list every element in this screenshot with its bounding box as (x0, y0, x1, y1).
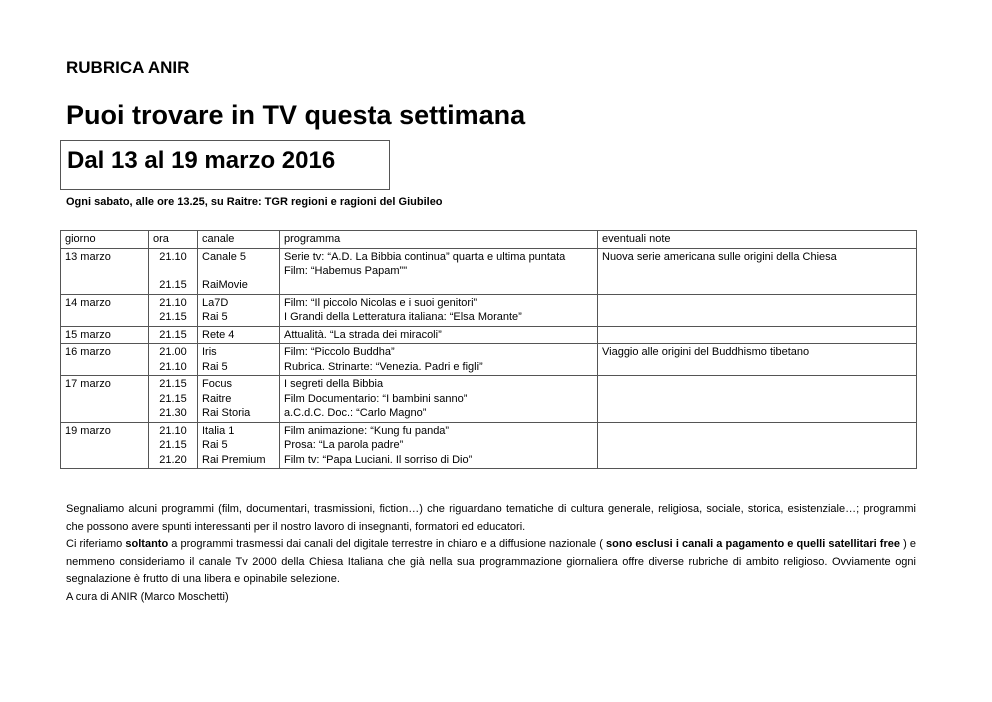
cell-line: Film Documentario: “I bambini sanno” (284, 392, 468, 405)
cell-canale (198, 326, 280, 344)
cell-ora (149, 344, 198, 376)
cell-line (602, 328, 912, 342)
cell-line: Prosa: “La parola padre” (284, 439, 404, 451)
footer-credit: A cura di ANIR (Marco Moschetti) (66, 590, 229, 603)
cell-line: Film animazione: “Kung fu panda” (284, 424, 450, 437)
cell-line: 21.15 (159, 328, 187, 341)
cell-note (598, 422, 917, 469)
table-row (61, 294, 917, 326)
cell-programma (280, 376, 598, 423)
cell-line: I Grandi della Letteratura italiana: “Elsa Morante” (284, 311, 522, 323)
cell-line: Rai Storia (202, 407, 251, 419)
cell-line: Focus (202, 378, 232, 390)
footer-text-span: a programmi trasmessi dai canali del digitale terrestre in chiaro e a diffusione nazionale ( (168, 538, 607, 550)
cell-line: 21.10 (159, 424, 187, 437)
cell-line: 13 marzo (65, 250, 111, 263)
header-giorno: giorno (61, 231, 149, 249)
cell-programma (280, 326, 598, 344)
cell-giorno (61, 326, 149, 344)
cell-line: 21.00 (159, 346, 187, 358)
cell-ora (149, 248, 198, 294)
cell-ora (149, 294, 198, 326)
cell-programma (280, 344, 598, 376)
table-row (61, 376, 917, 423)
cell-line: RaiMovie (202, 279, 248, 291)
cell-note (598, 326, 917, 344)
cell-canale (198, 422, 280, 469)
cell-programma (280, 294, 598, 326)
schedule-table (60, 230, 917, 469)
cell-line: Film: “Piccolo Buddha” (284, 346, 395, 358)
cell-note (598, 344, 917, 376)
cell-line: Nuova serie americana sulle origini della Chiesa (602, 250, 837, 263)
cell-line: a.C.d.C. Doc.: “Carlo Magno” (284, 407, 427, 419)
section-label: RUBRICA ANIR (66, 58, 190, 77)
cell-line: Attualità. “La strada dei miracoli” (284, 328, 442, 341)
cell-line: 15 marzo (65, 328, 111, 341)
cell-ora (149, 326, 198, 344)
footer-bold-span: soltanto (125, 538, 169, 550)
table-row (61, 422, 917, 469)
cell-line: Rai 5 (202, 360, 228, 373)
cell-canale (198, 248, 280, 294)
cell-line: 17 marzo (65, 378, 111, 390)
cell-line: 19 marzo (65, 424, 111, 437)
cell-line: Iris (202, 346, 217, 358)
cell-giorno (61, 422, 149, 469)
cell-canale (198, 344, 280, 376)
cell-line: 21.15 (159, 439, 187, 451)
cell-line: Viaggio alle origini del Buddhismo tibetano (602, 346, 810, 358)
page-title: Puoi trovare in TV questa settimana (66, 100, 526, 130)
footer-text-span: Ci riferiamo (66, 538, 126, 550)
cell-line (602, 377, 912, 391)
header-canale: canale (198, 231, 280, 249)
footer-paragraph-1: Segnaliamo alcuni programmi (film, documentari, trasmissioni, fiction…) che riguardano tematiche di cultura generale, religiosa, sociale, storica, esistenziale…; programmi che possono avere spunti interessanti per il nostro lavoro di insegnanti, formatori ed educatori. (66, 503, 916, 533)
cell-line: 21.15 (159, 311, 187, 323)
cell-line: Rubrica. Strinarte: “Venezia. Padri e figli” (284, 360, 483, 373)
weekly-note: Ogni sabato, alle ore 13.25, su Raitre: TGR regioni e ragioni del Giubileo (66, 196, 443, 208)
cell-line: Italia 1 (202, 424, 235, 437)
date-range-box (60, 140, 390, 190)
cell-line: Film tv: “Papa Luciani. Il sorriso di Dio” (284, 453, 473, 466)
footer-paragraph-2 (66, 536, 916, 589)
cell-programma (280, 422, 598, 469)
cell-line: Rai 5 (202, 311, 228, 323)
cell-line: 21.10 (159, 296, 187, 309)
cell-line: 21.15 (159, 279, 187, 291)
footer-bold-span: sono esclusi i canali a pagamento e quelli satellitari free (606, 538, 900, 550)
cell-line: La7D (202, 296, 229, 309)
date-range: Dal 13 al 19 marzo 2016 (67, 147, 336, 174)
cell-line: Rai Premium (202, 453, 266, 466)
cell-line (602, 424, 912, 438)
cell-line: 21.15 (159, 392, 187, 405)
cell-line: 21.30 (159, 407, 187, 419)
header-note: eventuali note (598, 231, 917, 249)
cell-canale (198, 294, 280, 326)
table-row (61, 248, 917, 294)
cell-line: 14 marzo (65, 296, 111, 309)
table-header-row (61, 231, 917, 249)
cell-giorno (61, 376, 149, 423)
cell-programma (280, 248, 598, 294)
cell-canale (198, 376, 280, 423)
cell-line (153, 264, 193, 278)
cell-line: Film: “Il piccolo Nicolas e i suoi genitori” (284, 296, 478, 309)
cell-ora (149, 422, 198, 469)
cell-line: Canale 5 (202, 250, 247, 263)
cell-line: Rete 4 (202, 328, 235, 341)
cell-line: 21.20 (159, 453, 187, 466)
cell-ora (149, 376, 198, 423)
footer-text (66, 501, 916, 606)
cell-note (598, 294, 917, 326)
cell-line: I segreti della Bibbia (284, 378, 384, 390)
cell-giorno (61, 248, 149, 294)
cell-giorno (61, 344, 149, 376)
table-row (61, 344, 917, 376)
schedule-body (61, 231, 917, 469)
footer-text-span: ) e nemmeno consideriamo il canale Tv 2000 della Chiesa Italiana che già nella sua programmazione giornaliera offre diverse rubriche di ambito religioso. Ovviamente ogni segnalazione è frutto di una libera e opinabile selezione. (66, 538, 916, 585)
header-programma: programma (280, 231, 598, 249)
cell-line: 21.10 (159, 360, 187, 373)
cell-line: 21.10 (159, 250, 187, 263)
cell-line: 21.15 (159, 378, 187, 390)
cell-line: Film: “Habemus Papam”" (284, 265, 408, 277)
header-ora: ora (149, 231, 198, 249)
table-row (61, 326, 917, 344)
cell-giorno (61, 294, 149, 326)
cell-line: Raitre (202, 392, 232, 405)
cell-line: 16 marzo (65, 346, 111, 358)
cell-line: Serie tv: “A.D. La Bibbia continua” quarta e ultima puntata (284, 250, 566, 263)
cell-line (602, 296, 912, 310)
cell-line: Rai 5 (202, 439, 228, 451)
cell-note (598, 248, 917, 294)
cell-line (202, 264, 275, 278)
cell-note (598, 376, 917, 423)
